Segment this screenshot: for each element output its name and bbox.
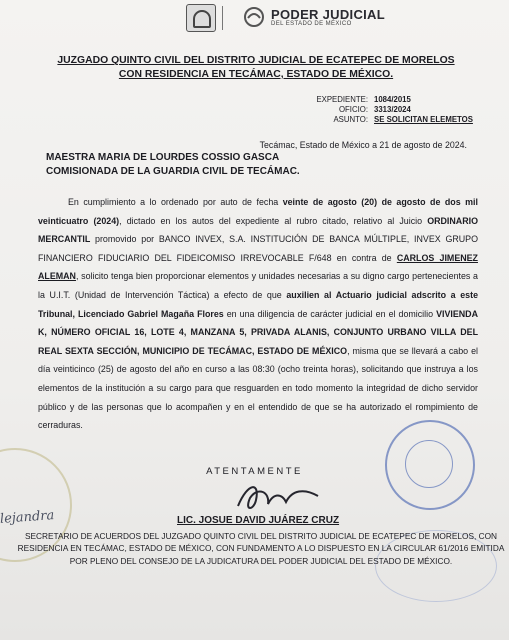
poder-judicial-logo-icon [243, 6, 265, 28]
body-actuary: auxilien al Actuario judicial adscrito a este Tribunal, Licenciado Gabriel Magaña Flores [38, 289, 478, 319]
body-text: , dictado en los autos del expediente al rubro citado, relativo al Juicio [119, 215, 428, 226]
expediente-label: EXPEDIENTE: [316, 95, 368, 104]
addressee [46, 151, 300, 179]
document-date: Tecámac, Estado de México a 21 de agosto de 2024. [259, 140, 467, 150]
body-address: VIVIENDA K, NÚMERO OFICIAL 16, LOTE 4, MANZANA 5, PRIVADA ALANIS, CONJUNTO URBANO VILLA DEL REAL SEXTA SECCIÓN, MUNICIPIO DE TECÁMAC, ESTADO DE MÉXICO [38, 308, 478, 356]
court-line-2: CON RESIDENCIA EN TECÁMAC, ESTADO DE MÉXICO. [118, 69, 394, 80]
institution-name: PODER JUDICIAL [271, 7, 385, 22]
asunto-label: ASUNTO: [333, 115, 368, 124]
institution-subtitle: DEL ESTADO DE MÉXICO [271, 21, 352, 27]
addressee-role: COMISIONADA DE LA GUARDIA CIVIL DE TECÁMAC. [46, 166, 300, 177]
body-text: promovido por BANCO INVEX, S.A. INSTITUCIÓN DE BANCA MÚLTIPLE, INVEX GRUPO FINANCIERO FIDUCIARIO DEL FIDEICOMISO IRREVOCABLE F/648 en contra de [38, 234, 478, 263]
oficio-value: 3313/2024 [374, 105, 411, 114]
handwritten-note: lejandra [0, 508, 55, 527]
court-seal-icon [385, 420, 475, 510]
body-text: , misma que se llevará a cabo el día veinticinco (25) de agosto del año en curso a las 08:30 (ocho treinta horas), solicitando que instruya a los elementos de la institución a su cargo para que resguarden en todo momento la integridad de dicho servidor público y de las personas que lo acompañen y en el entendido de que se ha autorizado el rompimiento de cerraduras. [38, 345, 478, 431]
signature-icon [230, 478, 326, 516]
document-body [38, 193, 478, 435]
expediente-value: 1084/2015 [374, 95, 411, 104]
state-seal-icon [186, 4, 216, 32]
body-text: , solicito tenga bien proporcionar elementos y unidades necesarias a su digno cargo pertenecientes a la U.I.T. (Unidad de Intervención Táctica) a efecto de que [38, 271, 478, 300]
body-text: En cumplimiento a lo ordenado por auto de fecha [68, 197, 283, 207]
case-references [300, 95, 473, 125]
addressee-name: MAESTRA MARIA DE LOURDES COSSIO GASCA [46, 152, 280, 163]
signer-title: SECRETARIO DE ACUERDOS DEL JUZGADO QUINTO CIVIL DEL DISTRITO JUDICIAL DE ECATEPEC DE MORELOS, CON RESIDENCIA EN TECÁMAC, ESTADO DE MÉXICO, CON FUNDAMENTO A LO DISPUESTO EN LA CIRCULAR 61/2016 EMITIDA POR PLENO DEL CONSEJO DE LA JUDICATURA DEL PODER JUDICIAL DEL ESTADO DE MÉXICO. [17, 531, 505, 566]
asunto-row [300, 115, 473, 125]
court-heading [40, 54, 472, 82]
oficio-row [300, 105, 473, 115]
header-divider [222, 6, 223, 30]
body-date: veinte de agosto (20) de agosto de dos mil veinticuatro (2024) [38, 197, 478, 226]
body-trial-type: ORDINARIO MERCANTIL [38, 215, 478, 245]
court-line-1: JUZGADO QUINTO CIVIL DEL DISTRITO JUDICIAL DE ECATEPEC DE MORELOS [57, 55, 455, 66]
body-defendant: CARLOS JIMENEZ ALEMAN [38, 252, 478, 282]
body-text: en una diligencia de carácter judicial en el domicilio [223, 308, 437, 319]
asunto-value: SE SOLICITAN ELEMETOS [374, 115, 473, 124]
closing: ATENTAMENTE [206, 466, 303, 477]
signer-name: LIC. JOSUE DAVID JUÁREZ CRUZ [177, 515, 340, 526]
oficio-label: OFICIO: [338, 105, 368, 114]
expediente-row [300, 95, 473, 105]
